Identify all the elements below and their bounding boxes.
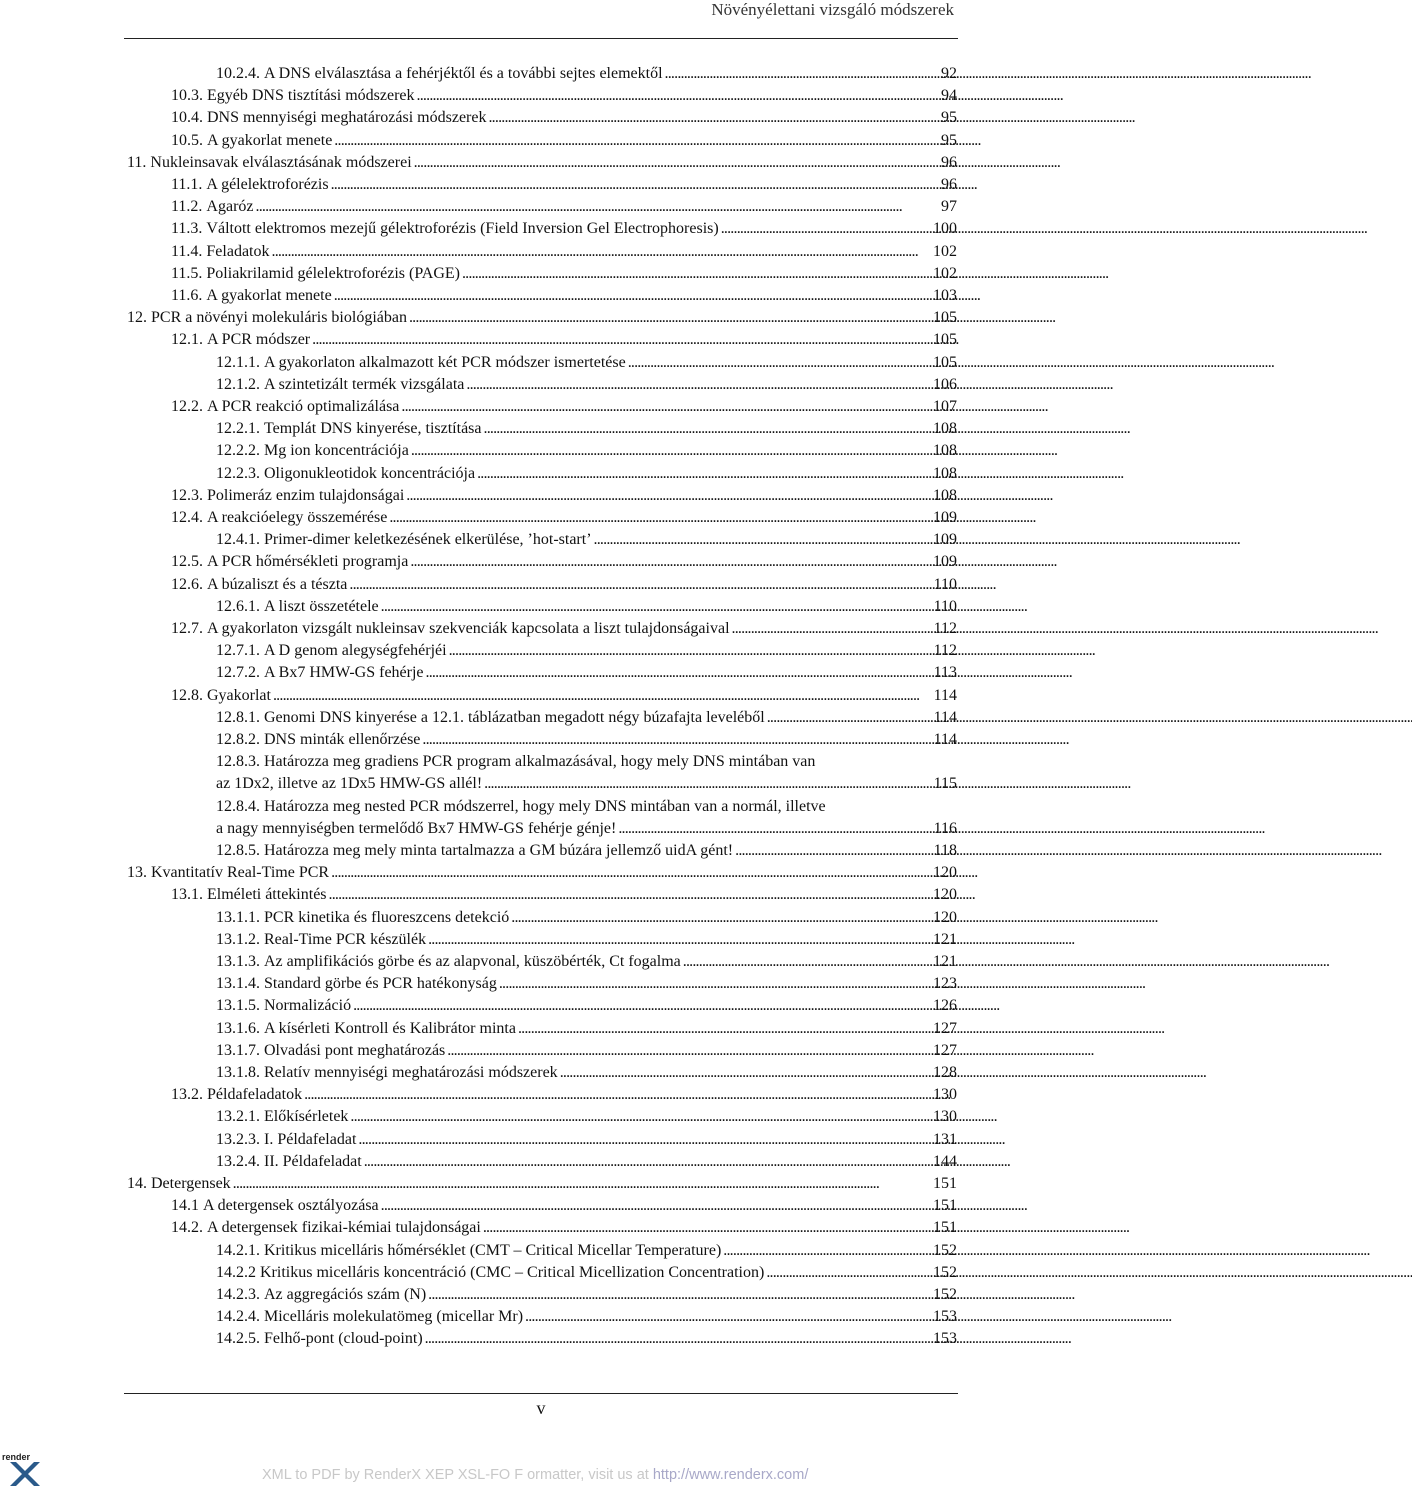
toc-entry-number: 13.1.7. (216, 1041, 260, 1059)
toc-entry-number: 12.4.1. (216, 531, 260, 549)
toc-entry-number: 12.1.1. (216, 353, 260, 371)
toc-entry-page: 153 (933, 1308, 957, 1326)
toc-entry[interactable] (216, 752, 960, 796)
toc-entry-page: 109 (933, 509, 957, 526)
toc-entry-page: 126 (933, 997, 957, 1015)
toc-entry[interactable] (216, 597, 960, 617)
toc-leader-dots (353, 996, 929, 1016)
renderx-watermark (262, 1467, 808, 1483)
toc-entry-title: Agaróz (206, 198, 254, 216)
toc-entry-number: 13.2.3. (216, 1130, 260, 1148)
toc-entry-page: 115 (933, 775, 957, 793)
toc-entry-page: 130 (933, 1086, 957, 1104)
toc-leader-dots (256, 197, 930, 217)
toc-entry-number: 12.1. (171, 331, 203, 349)
toc-leader-dots (364, 1152, 929, 1172)
toc-entry-number: 12.2.2. (216, 442, 260, 460)
toc-leader-dots (422, 730, 929, 750)
toc-entry[interactable] (216, 663, 960, 683)
toc-entry-number: 12.2.3. (216, 464, 260, 482)
toc-leader-dots (484, 419, 930, 439)
toc-leader-dots (410, 552, 929, 572)
toc-entry-title: A gyakorlat menete (206, 287, 332, 304)
toc-entry[interactable] (216, 641, 960, 661)
toc-entry-page: 151 (933, 1219, 957, 1237)
toc-entry-title: Feladatok (206, 242, 270, 260)
toc-leader-dots (683, 952, 929, 972)
toc-entry-number: 13.1.2. (216, 930, 260, 948)
toc-entry-number: 13.2.1. (216, 1108, 260, 1126)
toc-entry[interactable] (127, 153, 960, 173)
toc-entry-number: 14.2.2 (216, 1263, 256, 1281)
toc-leader-dots (447, 1041, 929, 1061)
toc-entry[interactable] (216, 1041, 960, 1061)
toc-entry[interactable] (216, 730, 960, 750)
toc-entry-page: 96 (941, 176, 957, 193)
toc-entry-page: 114 (933, 708, 957, 726)
toc-entry-title: Az amplifikációs görbe és az alapvonal, küszöbérték, Ct fogalma (264, 953, 681, 970)
toc-entry[interactable] (216, 64, 960, 84)
toc-entry-title: Oligonukleotidok koncentrációja (264, 464, 476, 482)
toc-entry-title: Templát DNS kinyerése, tisztítása (264, 420, 482, 438)
toc-entry-number: 12.3. (171, 486, 203, 504)
toc-entry-page: 113 (933, 664, 957, 682)
toc-entry-number: 12.4. (171, 509, 203, 526)
toc-entry-number: 14. (127, 1175, 147, 1192)
toc-entry-page: 120 (933, 864, 957, 882)
toc-entry-title: A gyakorlaton alkalmazott két PCR módszer ismertetése (264, 353, 626, 371)
toc-entry-page: 123 (933, 975, 957, 993)
toc-entry-page: 95 (941, 131, 957, 149)
toc-entry-title: Határozza meg gradiens PCR program alkalmazásával, hogy mely DNS mintában van (264, 753, 816, 771)
toc-entry-title: Detergensek (151, 1175, 231, 1192)
toc-entry-page: 152 (933, 1241, 957, 1259)
toc-leader-dots (233, 1174, 929, 1194)
toc-entry-number: 10.2.4. (216, 65, 260, 82)
toc-entry-title: Példafeladatok (207, 1086, 303, 1104)
toc-leader-dots (518, 1019, 929, 1039)
toc-entry-page: 120 (933, 886, 957, 904)
toc-entry-title: PCR kinetika és fluoreszcens detekció (264, 908, 510, 926)
toc-entry-number: 13.1.6. (216, 1019, 260, 1037)
toc-entry-page: 108 (933, 420, 957, 438)
toc-leader-dots (417, 86, 929, 106)
toc-entry-page: 116 (933, 819, 957, 837)
toc-entry[interactable] (216, 1063, 960, 1083)
toc-entry-page: 94 (941, 87, 957, 105)
toc-entry-number: 12.7.2. (216, 664, 260, 682)
toc-entry-title: A detergensek osztályozása (203, 1197, 379, 1215)
toc-entry-page: 102 (933, 264, 957, 282)
toc-entry-number: 14.1 (171, 1197, 199, 1215)
toc-entry-title: A PCR hőmérsékleti programja (207, 553, 409, 571)
toc-entry[interactable] (216, 1263, 960, 1283)
toc-entry-page: 109 (933, 531, 957, 549)
toc-leader-dots (484, 774, 929, 794)
toc-entry-number: 14.2.3. (216, 1286, 260, 1303)
toc-leader-dots (350, 1107, 929, 1127)
toc-entry[interactable] (171, 686, 960, 706)
toc-entry-page: 153 (933, 1330, 957, 1348)
toc-entry-title: I. Példafeladat (264, 1130, 357, 1148)
toc-leader-dots (560, 1063, 929, 1083)
toc-entry-number: 11. (127, 153, 147, 171)
toc-entry[interactable] (171, 242, 960, 262)
toc-entry[interactable] (216, 1285, 960, 1305)
toc-entry-number: 12.2. (171, 398, 203, 415)
toc-entry-page: 152 (933, 1286, 957, 1303)
toc-entry[interactable] (216, 1130, 960, 1150)
toc-entry-page: 105 (933, 309, 957, 327)
toc-entry[interactable] (216, 1019, 960, 1039)
toc-entry-title: A detergensek fizikai-kémiai tulajdonságai (207, 1219, 481, 1237)
toc-entry-number: 13.2.4. (216, 1152, 260, 1170)
toc-entry-title: Kvantitatív Real-Time PCR (151, 864, 330, 882)
toc-entry[interactable] (216, 530, 960, 550)
toc-entry-number: 14.2.5. (216, 1330, 260, 1348)
toc-leader-dots (488, 108, 929, 128)
toc-entry-number: 13.1. (171, 886, 203, 904)
toc-entry-number: 12.8.1. (216, 708, 260, 726)
toc-entry-number: 12.8. (171, 686, 203, 704)
toc-entry-title: Elméleti áttekintés (207, 886, 327, 904)
toc-entry-title-continued: a nagy mennyiségben termelődő Bx7 HMW-GS fehérje génje! (216, 819, 617, 837)
toc-entry-title: A gélelektroforézis (206, 176, 329, 193)
toc-leader-dots (358, 1130, 929, 1150)
toc-entry-title: Polimeráz enzim tulajdonságai (207, 486, 405, 504)
toc-leader-dots (477, 464, 929, 484)
logo-text: render (2, 1452, 31, 1462)
toc-entry-title: A reakcióelegy összemérése (207, 509, 388, 526)
toc-entry-number: 13.1.4. (216, 975, 260, 993)
toc-entry-page: 120 (933, 908, 957, 926)
toc-entry[interactable] (216, 841, 960, 861)
toc-entry[interactable] (216, 952, 960, 972)
toc-entry-page: 102 (933, 242, 957, 260)
toc-entry[interactable] (171, 552, 960, 572)
toc-entry-page: 100 (933, 220, 957, 238)
toc-leader-dots (732, 619, 929, 639)
toc-entry[interactable] (171, 264, 960, 284)
toc-entry-title: Olvadási pont meghatározás (264, 1041, 446, 1059)
toc-entry[interactable] (216, 1307, 960, 1327)
toc-entry[interactable] (216, 353, 960, 373)
toc-entry[interactable] (171, 108, 960, 128)
toc-leader-dots (449, 641, 929, 661)
toc-leader-dots (499, 974, 929, 994)
toc-entry-title: A Bx7 HMW-GS fehérje (264, 664, 424, 682)
toc-entry[interactable] (216, 375, 960, 395)
toc-entry-title: A gyakorlaton vizsgált nukleinsav szekvenciák kapcsolata a liszt tulajdonságaival (207, 620, 730, 637)
toc-entry-title: Poliakrilamid gélelektroforézis (PAGE) (206, 264, 460, 282)
toc-entry-number: 10.4. (171, 109, 203, 127)
toc-entry-number: 14.2.1. (216, 1241, 260, 1259)
toc-entry[interactable] (171, 197, 960, 217)
toc-leader-dots (462, 264, 929, 284)
toc-leader-dots (428, 1285, 929, 1305)
toc-entry[interactable] (171, 508, 960, 528)
toc-entry-title: A gyakorlat menete (207, 131, 333, 149)
running-header (124, 0, 958, 39)
toc-leader-dots (628, 353, 929, 373)
toc-entry-page: 118 (933, 842, 957, 859)
toc-entry-page: 108 (933, 486, 957, 504)
toc-entry-page: 112 (933, 620, 957, 637)
toc-entry-title: Mg ion koncentrációja (264, 442, 409, 460)
toc-entry-title: A DNS elválasztása a fehérjéktől és a további sejtes elemektől (264, 65, 663, 82)
toc-leader-dots (381, 1196, 929, 1216)
toc-entry[interactable] (171, 175, 960, 195)
toc-entry[interactable] (216, 797, 960, 841)
toc-entry[interactable] (171, 131, 960, 151)
toc-entry-title: A PCR módszer (207, 331, 311, 349)
toc-entry-page: 97 (941, 198, 957, 216)
toc-entry-page: 105 (933, 331, 957, 349)
toc-entry-title: Váltott elektromos mezejű gélektroforézis (Field Inversion Gel Electrophoresis) (206, 220, 719, 238)
toc-leader-dots (618, 819, 929, 839)
toc-entry-page: 96 (941, 153, 957, 171)
toc-entry-page: 108 (933, 464, 957, 482)
toc-entry[interactable] (216, 1241, 960, 1261)
toc-leader-dots (723, 1241, 929, 1261)
toc-entry[interactable] (171, 575, 960, 595)
renderx-logo-icon (2, 1452, 40, 1486)
toc-leader-dots (312, 330, 929, 350)
toc-entry-page: 121 (933, 930, 957, 948)
toc-entry-page: 108 (933, 442, 957, 460)
toc-entry-page: 127 (933, 1019, 957, 1037)
toc-entry-page: 131 (933, 1130, 957, 1148)
watermark-link[interactable]: http://www.renderx.com/ (652, 1467, 809, 1483)
toc-entry[interactable] (171, 1085, 960, 1105)
toc-entry-title-continued: az 1Dx2, illetve az 1Dx5 HMW-GS allél! (216, 775, 483, 793)
toc-entry-title: DNS minták ellenőrzése (264, 731, 421, 748)
toc-entry-number: 10.5. (171, 131, 203, 149)
toc-entry-number: 13. (127, 864, 147, 882)
toc-entry-number: 12.7.1. (216, 642, 260, 660)
toc-entry-title: PCR a növényi molekuláris biológiában (151, 309, 407, 327)
toc-entry[interactable] (171, 219, 960, 239)
toc-leader-dots (272, 242, 930, 262)
running-title: Növényélettani vizsgáló módszerek (711, 0, 954, 19)
toc-entry-page: 112 (933, 642, 957, 660)
toc-entry[interactable] (171, 330, 960, 350)
toc-entry-title: A szintetizált termék vizsgálata (264, 375, 465, 393)
toc-entry-number: 13.1.1. (216, 908, 260, 926)
toc-entry[interactable] (216, 996, 960, 1016)
toc-entry[interactable] (216, 1329, 960, 1349)
footer-rule (124, 1393, 958, 1394)
toc-entry-title: A kísérleti Kontroll és Kalibrátor minta (264, 1019, 516, 1037)
toc-entry-title: A D genom alegységfehérjéi (264, 642, 447, 660)
page-number: v (536, 1398, 546, 1418)
toc-entry-page: 105 (933, 353, 957, 371)
toc-entry-number: 12.8.3. (216, 753, 260, 771)
toc-entry-title: Normalizáció (264, 997, 352, 1015)
toc-leader-dots (721, 219, 929, 239)
toc-entry-page: 127 (933, 1041, 957, 1059)
toc-leader-dots (409, 308, 929, 328)
toc-leader-dots (389, 508, 929, 528)
toc-entry[interactable] (127, 863, 960, 883)
toc-entry[interactable] (171, 86, 960, 106)
toc-entry-page: 114 (933, 686, 957, 704)
toc-entry-title: Egyéb DNS tisztítási módszerek (207, 87, 415, 105)
toc-entry-number: 12.8.4. (216, 797, 260, 815)
toc-entry[interactable] (216, 419, 960, 439)
toc-entry-title: II. Példafeladat (264, 1152, 362, 1170)
toc-entry-number: 11.2. (171, 198, 203, 216)
toc-entry-title: Gyakorlat (207, 686, 271, 704)
toc-entry-page: 106 (933, 375, 957, 393)
toc-entry[interactable] (216, 708, 960, 728)
toc-leader-dots (406, 486, 929, 506)
toc-entry-number: 12.8.2. (216, 731, 260, 748)
toc-leader-dots (381, 597, 929, 617)
toc-entry-number: 10.3. (171, 87, 203, 105)
toc-leader-dots (594, 530, 929, 550)
toc-entry-title: Relatív mennyiségi meghatározási módszerek (264, 1064, 558, 1081)
toc-entry-title: Kritikus micelláris hőmérséklet (CMT – Critical Micellar Temperature) (264, 1241, 722, 1259)
toc-entry-page: 121 (933, 953, 957, 970)
toc-entry[interactable] (171, 397, 960, 417)
toc-entry-number: 14.2. (171, 1219, 203, 1237)
toc-entry-title: Nukleinsavak elválasztásának módszerei (150, 153, 412, 171)
toc-entry-number: 13.2. (171, 1086, 203, 1104)
toc-entry-number: 11.5. (171, 264, 203, 282)
toc-entry[interactable] (216, 1107, 960, 1127)
toc-entry-title: A búzaliszt és a tészta (207, 575, 348, 593)
toc-entry[interactable] (171, 619, 960, 639)
toc-entry[interactable] (171, 286, 960, 306)
toc-leader-dots (331, 863, 929, 883)
toc-leader-dots (331, 175, 929, 195)
toc-entry[interactable] (216, 441, 960, 461)
toc-leader-dots (428, 930, 929, 950)
toc-entry-page: 151 (933, 1175, 957, 1192)
toc-entry-number: 12.7. (171, 620, 203, 637)
toc-leader-dots (329, 885, 929, 905)
toc-entry-number: 12.5. (171, 553, 203, 571)
toc-entry-page: 109 (933, 553, 957, 571)
toc-leader-dots (411, 441, 929, 461)
toc-entry[interactable] (171, 1196, 960, 1216)
toc-entry-title: Standard görbe és PCR hatékonyság (264, 975, 497, 993)
toc-leader-dots (401, 397, 929, 417)
toc-entry-number: 11.4. (171, 242, 203, 260)
toc-entry-title: Micelláris molekulatömeg (micellar Mr) (264, 1308, 524, 1326)
toc-entry-page: 107 (933, 398, 957, 415)
toc-leader-dots (525, 1307, 929, 1327)
toc-entry-page: 92 (941, 65, 957, 82)
toc-entry-number: 12.1.2. (216, 375, 260, 393)
toc-entry[interactable] (127, 308, 960, 328)
toc-entry-title: Az aggregációs szám (N) (264, 1286, 427, 1303)
toc-entry-number: 12.6. (171, 575, 203, 593)
toc-leader-dots (511, 908, 929, 928)
toc-leader-dots (334, 286, 929, 306)
toc-entry-title: Felhő-pont (cloud-point) (264, 1330, 423, 1348)
toc-entry-page: 144 (933, 1152, 957, 1170)
toc-entry-number: 11.3. (171, 220, 203, 238)
toc-entry-number: 13.1.3. (216, 953, 260, 970)
toc-entry-title: Kritikus micelláris koncentráció (CMC – Critical Micellization Concentration) (260, 1263, 765, 1281)
toc-entry-page: 130 (933, 1108, 957, 1126)
toc-entry-title: Határozza meg nested PCR módszerrel, hogy mely DNS mintában van a normál, illetve (264, 797, 826, 815)
toc-leader-dots (483, 1218, 929, 1238)
toc-entry-page: 114 (933, 731, 957, 748)
toc-leader-dots (414, 153, 929, 173)
toc-entry[interactable] (216, 930, 960, 950)
toc-entry[interactable] (171, 1218, 960, 1238)
toc-entry-page: 110 (933, 597, 957, 615)
toc-leader-dots (665, 64, 929, 84)
toc-entry[interactable] (127, 1174, 960, 1194)
toc-entry-page: 95 (941, 109, 957, 127)
toc-leader-dots (349, 575, 929, 595)
toc-entry[interactable] (171, 486, 960, 506)
toc-entry-number: 12.8.5. (216, 842, 260, 859)
toc-entry-number: 12.6.1. (216, 597, 260, 615)
toc-entry-title: Határozza meg mely minta tartalmazza a GM búzára jellemző uidA gént! (264, 842, 734, 859)
toc-entry-title: A PCR reakció optimalizálása (207, 398, 400, 415)
toc-entry-number: 13.1.8. (216, 1064, 260, 1081)
toc-entry-number: 13.1.5. (216, 997, 260, 1015)
toc-entry[interactable] (171, 885, 960, 905)
toc-entry-title: Real-Time PCR készülék (264, 930, 427, 948)
toc-entry-page: 128 (933, 1064, 957, 1081)
toc-leader-dots (767, 708, 929, 728)
toc-entry-page: 103 (933, 287, 957, 304)
toc-entry-title: DNS mennyiségi meghatározási módszerek (207, 109, 487, 127)
toc-entry-page: 110 (933, 575, 957, 593)
toc-entry-number: 11.6. (171, 287, 203, 304)
toc-entry[interactable] (216, 974, 960, 994)
toc-leader-dots (304, 1085, 929, 1105)
toc-leader-dots (735, 841, 929, 861)
toc-entry-title: Előkísérletek (264, 1108, 349, 1126)
toc-entry-number: 14.2.4. (216, 1308, 260, 1326)
toc-leader-dots (334, 131, 929, 151)
toc-entry-page: 151 (933, 1197, 957, 1215)
toc-entry[interactable] (216, 908, 960, 928)
toc-leader-dots (273, 686, 929, 706)
toc-leader-dots (426, 663, 929, 683)
toc-entry-title: A liszt összetétele (264, 597, 379, 615)
toc-leader-dots (425, 1329, 929, 1349)
toc-leader-dots (466, 375, 929, 395)
toc-entry-number: 11.1. (171, 176, 203, 193)
toc-entry[interactable] (216, 464, 960, 484)
toc-entry-title: Primer-dimer keletkezésének elkerülése, ’hot-start’ (264, 531, 592, 549)
toc-entry-number: 12. (127, 309, 147, 327)
toc-leader-dots (766, 1263, 929, 1283)
watermark-text: XML to PDF by RenderX XEP XSL-FO F ormatter, visit us at (262, 1467, 653, 1483)
toc-entry[interactable] (216, 1152, 960, 1172)
toc-entry-title: Genomi DNS kinyerése a 12.1. táblázatban megadott négy búzafajta leveléből (264, 708, 765, 726)
toc-entry-number: 12.2.1. (216, 420, 260, 438)
toc-entry-page: 152 (933, 1263, 957, 1281)
